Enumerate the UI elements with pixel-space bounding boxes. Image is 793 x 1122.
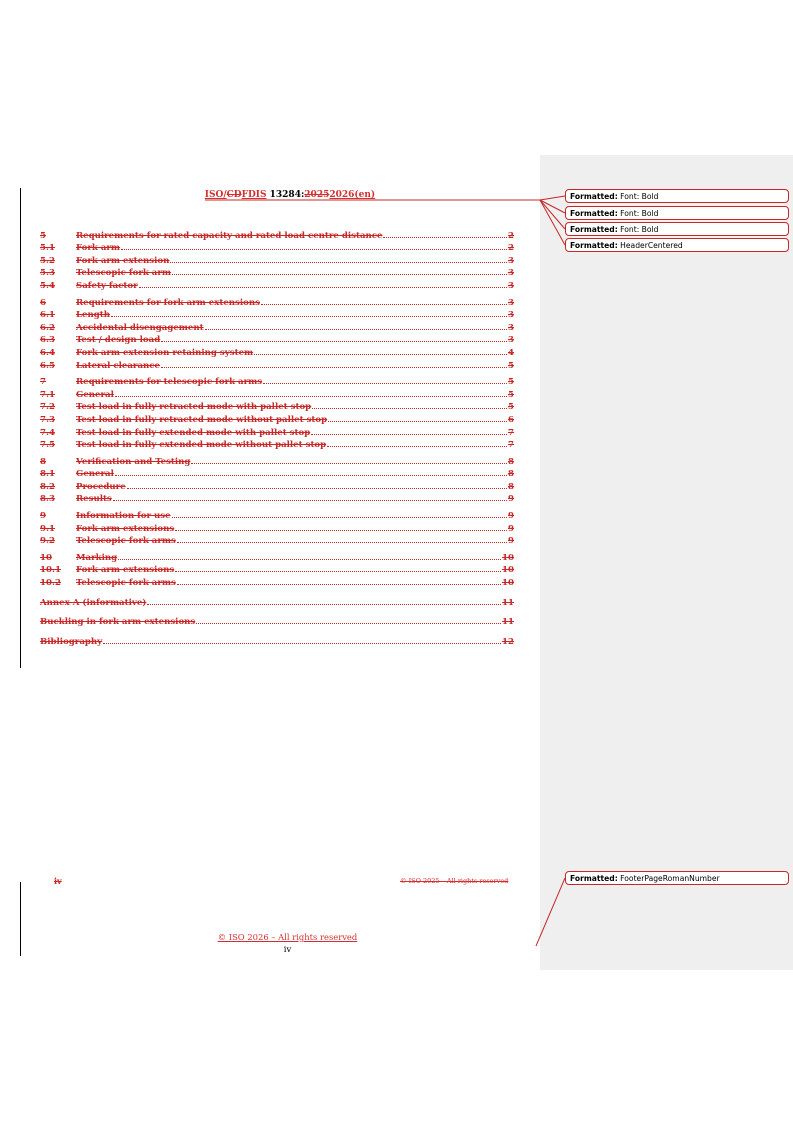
toc-entry-page: 11	[502, 597, 514, 608]
toc-entry-title: Information for use	[76, 511, 171, 522]
toc-entry-title: Verification and Testing	[76, 456, 191, 467]
toc-entry[interactable]	[40, 345, 514, 358]
change-bar-top	[20, 188, 21, 668]
toc-entry-title: Procedure	[76, 481, 126, 492]
document-header[interactable]	[100, 190, 480, 200]
toc-leader-dots	[147, 604, 501, 605]
toc-entry-title: Requirements for fork arm extensions	[76, 297, 260, 308]
toc-entry-number: 5.2	[40, 255, 55, 266]
toc-leader-dots	[113, 500, 507, 501]
toc-entry-number: 6.5	[40, 360, 55, 371]
balloon-value: Font: Bold	[617, 225, 659, 234]
toc-entry[interactable]	[40, 438, 514, 451]
toc-entry-title: Test load in fully retracted mode without pallet stop	[76, 414, 328, 425]
toc-entry-page: 10	[502, 578, 514, 589]
formatting-balloon[interactable]	[565, 206, 789, 220]
toc-leader-dots	[254, 354, 507, 355]
toc-entry-title: Length	[76, 310, 110, 321]
toc-entry-number: 7.2	[40, 402, 55, 413]
toc-entry-page: 3	[508, 268, 514, 279]
header-cd-deleted: CD	[226, 190, 242, 200]
toc-entry-title: Lateral clearance	[76, 360, 160, 371]
toc-entry-page: 8	[508, 456, 514, 467]
balloon-label: Formatted:	[570, 192, 618, 201]
formatting-balloon[interactable]	[565, 222, 789, 236]
toc-entry-number: 5.1	[40, 243, 55, 254]
toc-entry-number: 6.4	[40, 347, 55, 358]
toc-entry-page: 8	[508, 469, 514, 480]
toc-leader-dots	[312, 408, 507, 409]
toc-entry-title: Fork arm extensions	[76, 565, 175, 576]
toc-leader-dots	[121, 249, 507, 250]
toc-entry-title: Marking	[76, 552, 118, 563]
toc-entry[interactable]	[40, 228, 514, 241]
toc-entry-page: 9	[508, 536, 514, 547]
header-year-deleted: 2025	[304, 190, 330, 200]
toc-entry[interactable]	[40, 534, 514, 547]
toc-entry-number: 9	[40, 511, 46, 522]
toc-leader-dots	[191, 463, 507, 464]
toc-entry-page: 11	[502, 617, 514, 628]
balloon-label: Formatted:	[570, 225, 618, 234]
toc-leader-dots	[161, 367, 507, 368]
toc-entry-title: Annex A (informative)	[40, 597, 147, 608]
toc-entry-page: 8	[508, 481, 514, 492]
toc-entry-page: 5	[508, 360, 514, 371]
toc-entry-page: 12	[502, 636, 514, 647]
formatting-balloon[interactable]	[565, 871, 789, 885]
footer-page-number: iv	[283, 944, 292, 954]
toc-entry-page: 4	[508, 347, 514, 358]
toc-entry[interactable]	[40, 479, 514, 492]
toc-entry-page: 10	[502, 565, 514, 576]
toc-entry[interactable]	[40, 563, 514, 576]
toc-entry-title: General	[76, 469, 114, 480]
toc-entry[interactable]	[40, 508, 514, 521]
toc-leader-dots	[115, 396, 507, 397]
toc-entry-number: 10.2	[40, 578, 61, 589]
toc-entry[interactable]	[40, 550, 514, 563]
toc-leader-dots	[327, 446, 507, 447]
toc-entry-title: Telescopic fork arm	[76, 268, 172, 279]
toc-entry[interactable]	[40, 266, 514, 279]
toc-entry-page: 7	[508, 440, 514, 451]
toc-leader-dots	[115, 475, 507, 476]
toc-entry-number: 6.3	[40, 335, 55, 346]
toc-leader-dots	[139, 287, 507, 288]
toc-leader-dots	[175, 530, 507, 531]
toc-entry[interactable]	[40, 308, 514, 321]
toc-entry[interactable]	[40, 295, 514, 308]
formatting-balloon[interactable]	[565, 189, 789, 203]
toc-entry[interactable]	[40, 634, 514, 647]
toc-leader-dots	[103, 643, 501, 644]
toc-entry[interactable]	[40, 575, 514, 588]
toc-entry-page: 3	[508, 255, 514, 266]
toc-entry-title: Safety factor	[76, 280, 138, 291]
toc-leader-dots	[175, 571, 501, 572]
toc-entry-page: 3	[508, 280, 514, 291]
balloon-value: Font: Bold	[617, 192, 659, 201]
toc-leader-dots	[263, 383, 507, 384]
toc-entry[interactable]	[40, 320, 514, 333]
toc-entry-page: 5	[508, 389, 514, 400]
toc-entry-title: Buckling in fork arm extensions	[40, 617, 196, 628]
toc-entry[interactable]	[40, 358, 514, 371]
toc-entry-title: Telescopic fork arms	[76, 536, 176, 547]
toc-entry-page: 10	[502, 552, 514, 563]
toc-leader-dots	[177, 584, 501, 585]
balloon-label: Formatted:	[570, 241, 618, 250]
toc-leader-dots	[161, 341, 507, 342]
toc-leader-dots	[261, 304, 507, 305]
toc-entry-number: 6.1	[40, 310, 55, 321]
toc-entry-page: 9	[508, 511, 514, 522]
toc-entry-page: 3	[508, 297, 514, 308]
toc-entry[interactable]	[40, 387, 514, 400]
toc-entry-page: 3	[508, 310, 514, 321]
toc-entry[interactable]	[40, 400, 514, 413]
toc-leader-dots	[328, 421, 507, 422]
balloon-value: HeaderCentered	[617, 241, 683, 250]
toc-leader-dots	[172, 274, 507, 275]
toc-entry-number: 10.1	[40, 565, 61, 576]
toc-entry-page: 5	[508, 377, 514, 388]
toc-entry-number: 5	[40, 230, 46, 241]
toc-leader-dots	[205, 329, 507, 330]
toc-leader-dots	[127, 488, 507, 489]
toc-entry-number: 7.3	[40, 414, 55, 425]
header-fdis: FDIS	[241, 190, 267, 200]
toc-entry-title: Requirements for telescopic fork arms	[76, 377, 263, 388]
toc-leader-dots	[118, 559, 501, 560]
balloon-value: Font: Bold	[617, 209, 659, 218]
toc-entry-title: Accidental disengagement	[76, 322, 204, 333]
toc-leader-dots	[172, 517, 507, 518]
toc-entry-number: 8.2	[40, 481, 55, 492]
toc-entry-number: 9.2	[40, 536, 55, 547]
toc-entry-title: Fork arm	[76, 243, 121, 254]
toc-entry-title: Fork arm extensions	[76, 523, 175, 534]
toc-entry[interactable]	[40, 241, 514, 254]
header-number: 13284:	[266, 190, 305, 200]
toc-entry[interactable]	[40, 375, 514, 388]
toc-entry-number: 7	[40, 377, 46, 388]
toc-leader-dots	[170, 262, 507, 263]
toc-entry-title: Test load in fully extended mode with pallet stop	[76, 427, 311, 438]
toc-entry[interactable]	[40, 521, 514, 534]
toc-entry[interactable]	[40, 595, 514, 608]
toc-entry-title: Test load in fully retracted mode with pallet stop	[76, 402, 312, 413]
toc-leader-dots	[196, 623, 501, 624]
toc-entry-number: 9.1	[40, 523, 55, 534]
toc-entry-title: Telescopic fork arms	[76, 578, 176, 589]
toc-entry-title: Requirements for rated capacity and rated load centre distance	[76, 230, 383, 241]
toc-entry-page: 3	[508, 322, 514, 333]
toc-entry[interactable]	[40, 425, 514, 438]
toc-entry[interactable]	[40, 253, 514, 266]
toc-entry-number: 6	[40, 297, 46, 308]
toc-entry[interactable]	[40, 454, 514, 467]
footer-page-deleted: iv	[54, 876, 62, 886]
footer-copyright: © ISO 2026 – All rights reserved	[217, 932, 358, 942]
toc-entry[interactable]	[40, 278, 514, 291]
toc-entry-title: Fork arm extension	[76, 255, 170, 266]
toc-entry-number: 10	[40, 552, 52, 563]
toc-leader-dots	[111, 316, 507, 317]
toc-leader-dots	[177, 542, 507, 543]
toc-entry[interactable]	[40, 467, 514, 480]
balloon-label: Formatted:	[570, 874, 618, 883]
toc-entry-number: 7.5	[40, 440, 55, 451]
toc-entry-page: 3	[508, 335, 514, 346]
balloon-label: Formatted:	[570, 209, 618, 218]
toc-entry-page: 5	[508, 402, 514, 413]
toc-leader-dots	[311, 434, 507, 435]
toc-entry-page: 7	[508, 427, 514, 438]
toc-entry-title: Test load in fully extended mode without pallet stop	[76, 440, 327, 451]
balloon-value: FooterPageRomanNumber	[617, 874, 720, 883]
toc-entry-number: 8.1	[40, 469, 55, 480]
footer-copyright-deleted: © ISO 2025 – All rights reserved	[400, 877, 509, 885]
toc-entry-page: 9	[508, 523, 514, 534]
toc-entry[interactable]	[40, 412, 514, 425]
toc-entry-number: 5.3	[40, 268, 55, 279]
toc-leader-dots	[383, 237, 507, 238]
toc-entry-page: 2	[508, 243, 514, 254]
toc-entry-title: Test / design load	[76, 335, 161, 346]
toc-entry[interactable]	[40, 615, 514, 628]
toc-entry-title: Fork arm extension retaining system	[76, 347, 254, 358]
toc-entry-title: General	[76, 389, 114, 400]
formatting-balloon[interactable]	[565, 238, 789, 252]
header-year-new: 2026(en)	[329, 190, 376, 200]
toc-entry[interactable]	[40, 492, 514, 505]
toc-entry-number: 6.2	[40, 322, 55, 333]
toc-entry-title: Bibliography	[40, 636, 103, 647]
comment-margin-pane	[540, 155, 793, 970]
header-iso: ISO/	[204, 190, 227, 200]
toc-entry-number: 5.4	[40, 280, 55, 291]
toc-entry-page: 9	[508, 494, 514, 505]
toc-entry-page: 2	[508, 230, 514, 241]
toc-entry-number: 7.4	[40, 427, 55, 438]
toc-entry-page: 6	[508, 414, 514, 425]
toc-entry-title: Results	[76, 494, 112, 505]
toc-entry-number: 8	[40, 456, 46, 467]
table-of-contents	[40, 228, 514, 647]
toc-entry-number: 7.1	[40, 389, 55, 400]
toc-entry[interactable]	[40, 333, 514, 346]
toc-entry-number: 8.3	[40, 494, 55, 505]
